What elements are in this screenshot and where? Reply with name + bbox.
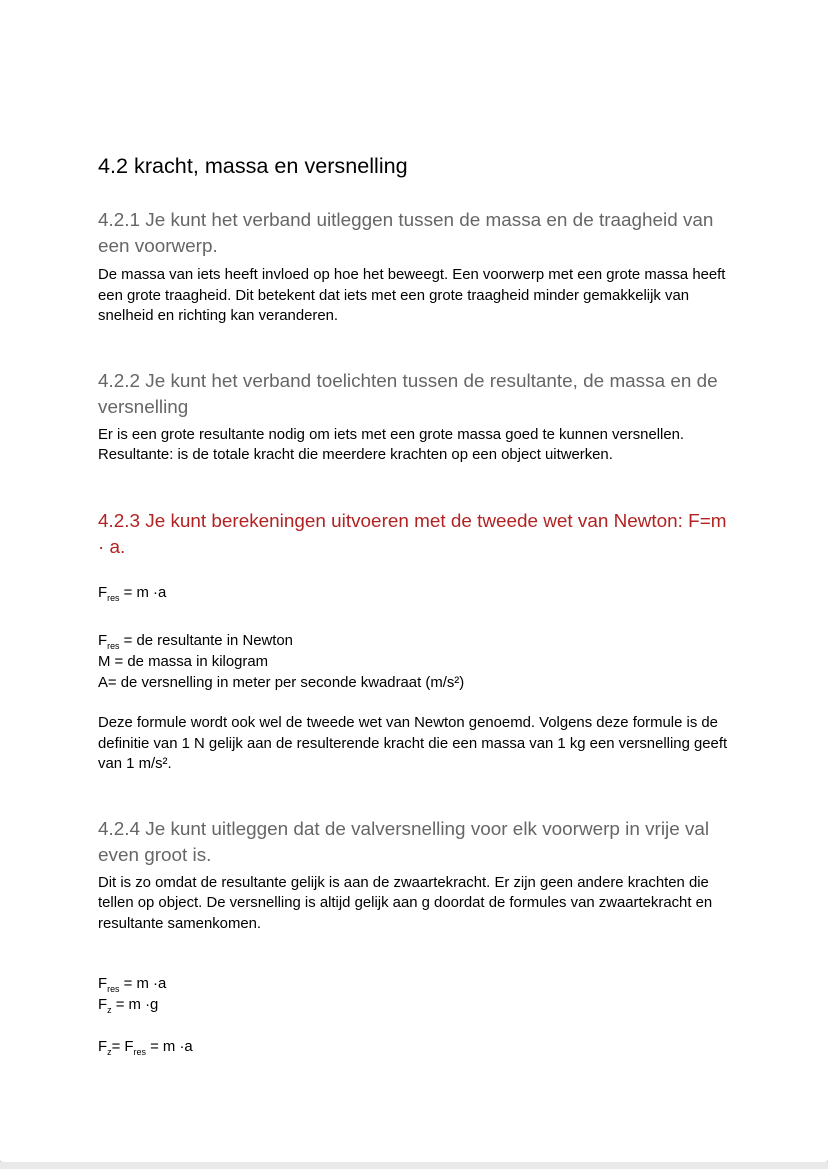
formula-newton: [98, 583, 731, 604]
formula-expression: = m ·a: [145, 1039, 193, 1055]
formula-expression: = m ·g: [111, 997, 159, 1013]
formula-subscript: res: [133, 1046, 146, 1057]
document-content: [98, 153, 731, 1058]
formula-expression: = m ·a: [119, 976, 167, 992]
formula-subscript: res: [107, 592, 120, 603]
formula-equals: =: [111, 1039, 125, 1055]
section-body-4-2-4: Dit is zo omdat de resultante gelijk is aan de zwaartekracht. Er zijn geen andere krachten die tellen op object. De versnelling is altijd gelijk aan g doordat de formules van zwaartekracht en resultante samenkomen.: [98, 874, 713, 932]
page-title: 4.2 kracht, massa en versnelling: [98, 153, 408, 178]
formula-symbol: F: [98, 633, 108, 649]
definition-massa: M = de massa in kilogram: [98, 654, 269, 670]
formula-symbol: F: [98, 997, 108, 1013]
formula-subscript: res: [107, 640, 120, 651]
formula-subscript: z: [107, 1004, 112, 1015]
formula-symbol: F: [124, 1039, 134, 1055]
formula-symbol: F: [98, 976, 108, 992]
section-body-4-2-1: De massa van iets heeft invloed op hoe het beweegt. Een voorwerp met een grote massa heeft een grote traagheid. Dit betekent dat iets met een grote traagheid minder gemakkelijk van snelheid en richting kan veranderen.: [98, 267, 726, 324]
formula-zwaartekracht: [98, 995, 731, 1016]
formula-symbol: F: [98, 1039, 108, 1055]
formula-subscript: res: [107, 983, 120, 994]
section-heading-4-2-1: 4.2.1 Je kunt het verband uitleggen tussen de massa en de traagheid van een voorwerp.: [98, 210, 714, 257]
formula-subscript: z: [107, 1046, 112, 1057]
definition-versnelling: A= de versnelling in meter per seconde kwadraat (m/s²): [98, 675, 465, 691]
formula-combined: [98, 1037, 731, 1058]
definition-resultante: [98, 631, 731, 652]
formula-resultante: [98, 974, 731, 995]
formula-block: [98, 974, 731, 1016]
section-body-4-2-2: Er is een grote resultante nodig om iets met een grote massa goed te kunnen versnellen. Resultante: is de totale kracht die meerdere krachten op een object uitwerken.: [98, 426, 685, 463]
symbol-definitions: [98, 631, 731, 694]
formula-expression: = m ·a: [119, 584, 167, 601]
formula-symbol: F: [98, 584, 108, 601]
section-heading-4-2-2: 4.2.2 Je kunt het verband toelichten tussen de resultante, de massa en de versnelling: [98, 370, 718, 418]
section-body-4-2-3: Deze formule wordt ook wel de tweede wet van Newton genoemd. Volgens deze formule is de definitie van 1 N gelijk aan de resulterende kracht die een massa van 1 kg een versnelling geeft van 1 m/s².: [98, 715, 728, 772]
page-bottom-edge: [0, 1162, 828, 1169]
definition-text: = de resultante in Newton: [119, 633, 293, 649]
section-heading-4-2-3: 4.2.3 Je kunt berekeningen uitvoeren met de tweede wet van Newton: F=m · a.: [98, 510, 727, 558]
section-heading-4-2-4: 4.2.4 Je kunt uitleggen dat de valversnelling voor elk voorwerp in vrije val even groot is.: [98, 818, 710, 866]
